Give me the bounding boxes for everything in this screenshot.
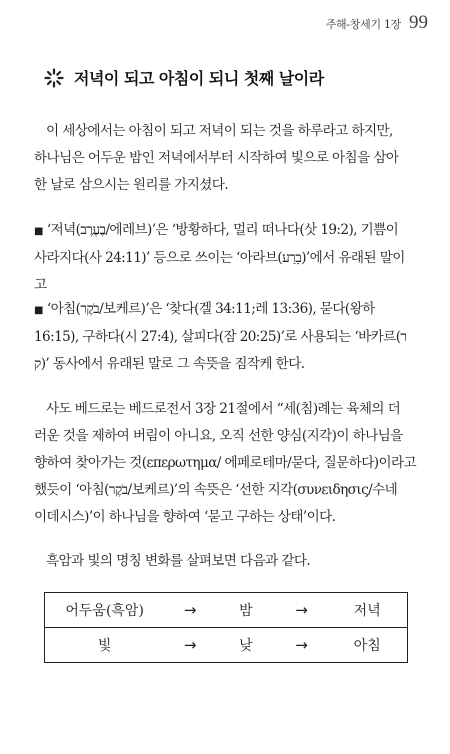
text-line: 이 세상에서는 아침이 되고 저녁이 되는 것을 하루라고 하지만, [46, 123, 393, 139]
transition-paragraph [34, 548, 424, 575]
text-line: 고 [34, 277, 47, 293]
bullet-evening [34, 217, 424, 299]
table-row [45, 628, 408, 663]
text-line: 사도 베드로는 베드로전서 3장 21절에서 “세(침)례는 육체의 더 [46, 401, 401, 417]
table-row [45, 593, 408, 628]
text-line: 이데시스)’이 하나님을 향하여 ‘묻고 구하는 상태’이다. [34, 509, 336, 525]
table-cell: 빛 [97, 638, 112, 654]
running-header-title: 주해-창세기 1장 [325, 18, 401, 31]
bullet-square-icon: ■ [34, 226, 43, 237]
text-line: 사라지다(사 24:11)’ 등으로 쓰이는 ‘아라브(בָרַע)’에서 유래된 말이 [34, 250, 405, 266]
text-line: ק)’ 동사에서 유래된 말로 그 속뜻을 짐작케 한다. [34, 356, 305, 372]
text-line: 16:15), 구하다(시 27:4), 살피다(잠 20:25)’로 사용되는 ‘바카르(ר [34, 329, 407, 345]
text-line: 향하여 찾아가는 것(επερωτημα/ 에페로테마/묻다, 질문하다)이라고 [34, 455, 417, 471]
right-arrow-icon: → [276, 593, 328, 628]
section-title: 저녁이 되고 아침이 되니 첫째 날이라 [74, 69, 324, 88]
table-cell: 아침 [353, 638, 381, 654]
name-change-table [44, 592, 408, 663]
text-line: 러운 것을 제하여 버림이 아니요, 오직 선한 양심(지각)이 하나님을 [34, 428, 403, 444]
right-arrow-icon: → [295, 636, 308, 654]
running-header [326, 12, 428, 34]
text-line: 했듯이 ‘아침(בֹקֶר/보케르)’의 속뜻은 ‘선한 지각(συνειδησις/수네 [34, 482, 398, 498]
bullet-square-icon: ■ [34, 305, 43, 316]
section-heading [44, 66, 324, 89]
table-cell: 밤 [216, 593, 276, 628]
page-number: 99 [409, 12, 428, 33]
text-line: ‘저녁(בֶעֶרֶב/에레브)’은 ‘방황하다, 멀리 떠나다(삿 19:2), 기쁨이 [46, 222, 399, 238]
text-line: 흑암과 빛의 명칭 변화를 살펴보면 다음과 같다. [46, 553, 311, 569]
text-line: 하나님은 어두운 밤인 저녁에서부터 시작하여 빛으로 아침을 삼아 [34, 150, 399, 166]
bullet-morning [34, 296, 424, 378]
right-arrow-icon: → [183, 636, 197, 654]
text-line: ‘아침(בֹקֶר/보케르)’은 ‘찾다(겔 34:11;레 13:36), 묻다(왕하 [46, 301, 375, 317]
right-arrow-icon: → [164, 593, 216, 628]
text-line: 한 날로 삼으시는 원리를 가지셨다. [34, 177, 229, 193]
peter-paragraph [34, 396, 424, 531]
table-cell: 어두움(흑암) [45, 593, 165, 628]
sunburst-icon [44, 68, 64, 88]
intro-paragraph [34, 118, 424, 199]
table-cell: 저녁 [327, 593, 407, 628]
table-cell: 낮 [239, 638, 253, 654]
